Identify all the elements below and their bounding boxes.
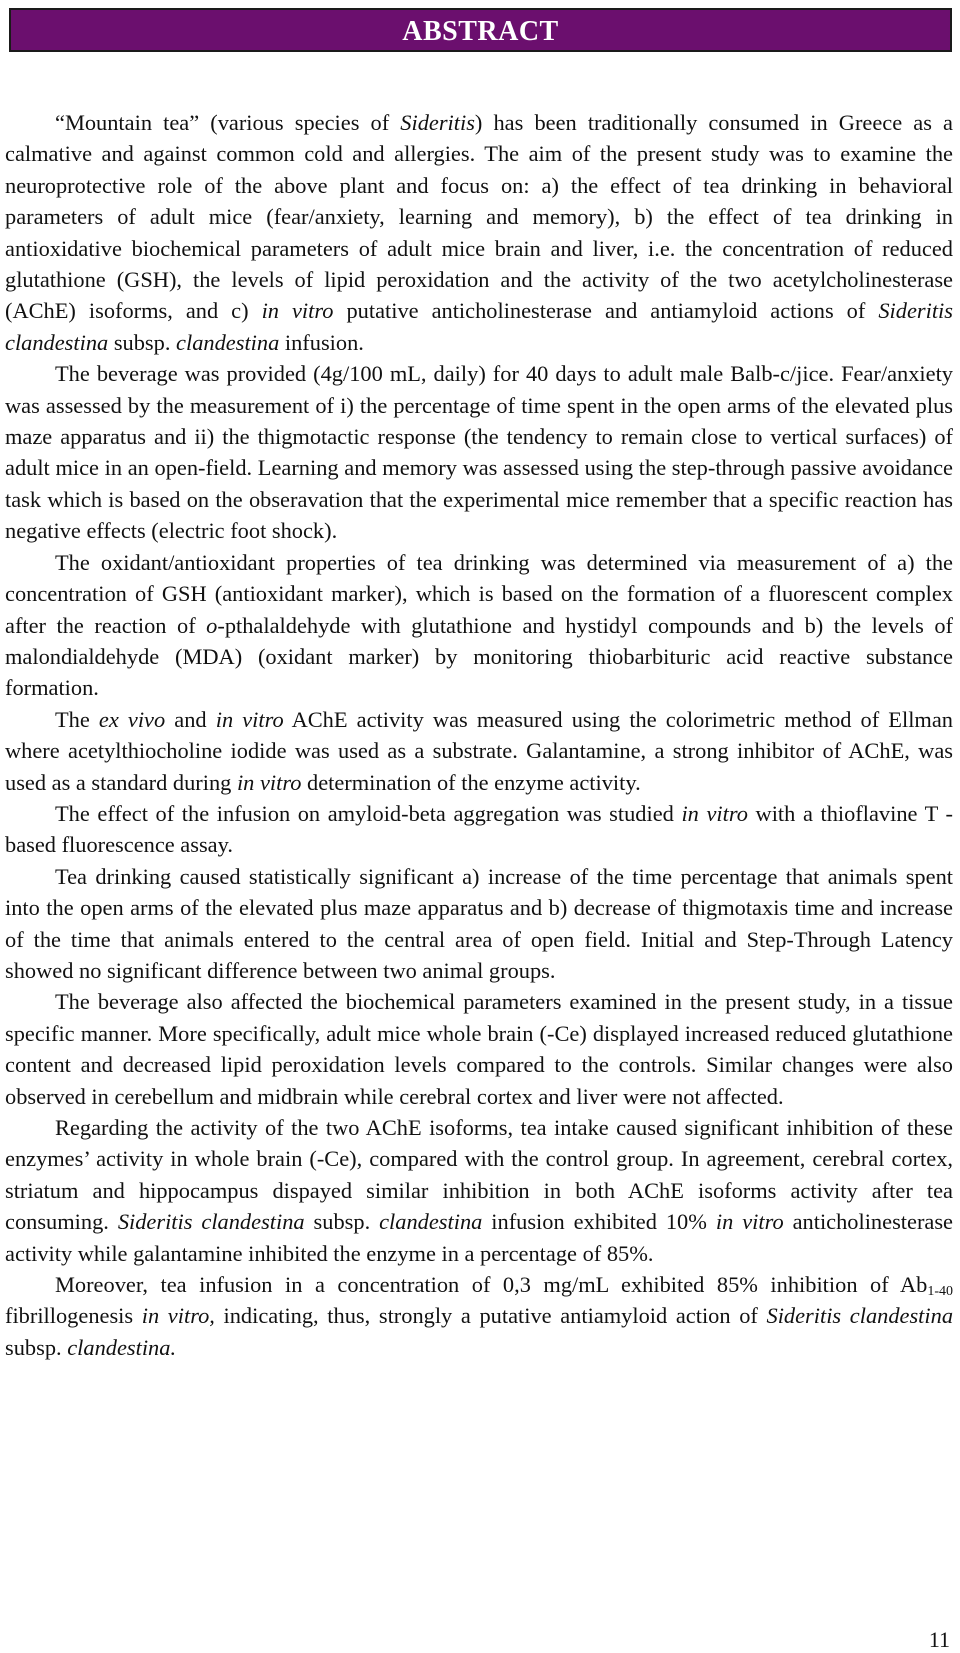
page-number: 11 xyxy=(928,1627,950,1652)
text-run: The oxidant/antioxidant properties of tea drinking was determined via measurement of a) the concentration of GSH (antioxidant marker), which is based on the formation of a fluorescent complex after the reaction of xyxy=(5,549,953,638)
italic-text: o xyxy=(206,612,218,638)
abstract-body xyxy=(5,107,953,1363)
italic-text: Sideritis clandestina xyxy=(5,298,953,355)
text-run: subsp. xyxy=(304,1209,380,1235)
italic-text: Sideritis clandestina xyxy=(117,1209,305,1235)
text-run: anticholinesterase activity while galantamine inhibited the enzyme in a percentage of 85%. xyxy=(5,1209,953,1266)
italic-text: clandestina xyxy=(176,329,280,355)
abstract-paragraph xyxy=(5,704,953,798)
text-run: The effect of the infusion on amyloid-beta aggregation was studied xyxy=(55,800,682,826)
text-run: The beverage also affected the biochemical parameters examined in the present study, in a tissue specific manner. More specifically, adult mice whole brain (-Ce) displayed increased reduced glutathione content and decreased lipid peroxidation levels compared to the controls. Similar changes were also observed in cerebellum and midbrain while cerebral cortex and liver were not affected. xyxy=(5,989,953,1109)
italic-text: in vitro xyxy=(681,800,748,826)
abstract-paragraph xyxy=(5,986,953,1112)
text-run: and xyxy=(165,706,216,732)
text-run: ) has been traditionally consumed in Greece as a calmative and against common cold and allergies. The aim of the present study was to examine the neuroprotective role of the above plant and focus on: a) the effect of tea drinking in behavioral parameters of adult mice (fear/anxiety, learning and memory), b) the effect of tea drinking in antioxidative biochemical parameters of adult mice brain and liver, i.e. the concentration of reduced glutathione (GSH), the levels of lipid peroxidation and the activity of the two acetylcholinesterase (AChE) isoforms, and c) xyxy=(5,110,953,324)
text-run: fibrillogenesis xyxy=(5,1303,142,1329)
text-run: Regarding the activity of the two AChE isoforms, tea intake caused significant inhibition of these enzymes’ activity in whole brain (-Ce), compared with the control group. In agreement, cerebral cortex, striatum and hippocampus dispayed similar inhibition in both AChE isoforms activity after tea consuming. xyxy=(5,1115,953,1235)
italic-text: in vitro xyxy=(236,769,302,795)
abstract-paragraph xyxy=(5,547,953,704)
text-run: The beverage was provided (4g/100 mL, daily) for 40 days to adult male Balb-c/jice. Fear/anxiety was assessed by the measurement of i) the percentage of time spent in the open arms of the elevated plus maze apparatus and ii) the thigmotactic response (the tendency to remain close to vertical surfaces) of adult mice in an open-field. Learning and memory was assessed using the step-through passive avoidance task which is based on the obseravation that the experimental mice remember that a specific reaction has negative effects (electric foot shock). xyxy=(5,361,953,544)
text-run: “Mountain tea” (various species of xyxy=(55,110,401,135)
abstract-paragraph xyxy=(5,1112,953,1269)
abstract-banner xyxy=(9,8,952,52)
text-run: determination of the enzyme activity. xyxy=(301,769,641,795)
abstract-paragraph xyxy=(5,107,953,358)
text-run: Moreover, tea infusion in a concentration of 0,3 mg/mL exhibited 85% inhibition of Ab xyxy=(55,1272,928,1298)
italic-text: Sideritis xyxy=(400,110,475,135)
italic-text: in vitro xyxy=(715,1209,784,1235)
text-run: indicating, thus, strongly a putative antiamyloid action of xyxy=(214,1303,767,1329)
italic-text: ex vivo xyxy=(98,706,166,732)
text-run: infusion. xyxy=(279,329,364,355)
text-run: infusion exhibited 10% xyxy=(482,1209,716,1235)
italic-text: in vitro xyxy=(215,706,284,732)
abstract-paragraph xyxy=(5,358,953,546)
italic-text: in vitro xyxy=(261,298,334,324)
text-run: with a thioflavine T - based fluorescence assay. xyxy=(5,800,953,858)
italic-text: Sideritis clandestina xyxy=(766,1303,954,1329)
text-run: subsp. xyxy=(5,1334,68,1360)
text-run: subsp. xyxy=(108,329,177,355)
subscript-text: 1-40 xyxy=(927,1284,953,1300)
abstract-paragraph xyxy=(5,861,953,987)
italic-text: clandestina. xyxy=(67,1334,177,1360)
abstract-paragraph xyxy=(5,798,953,861)
text-run: -pthalaldehyde with glutathione and hystidyl compounds and b) the levels of malondialdehyde (MDA) (oxidant marker) by monitoring thiobarbituric acid reactive substance formation. xyxy=(5,612,953,701)
italic-text: clandestina xyxy=(379,1209,483,1235)
text-run: The xyxy=(55,706,99,732)
italic-text: in vitro, xyxy=(141,1303,215,1329)
text-run: Tea drinking caused statistically significant a) increase of the time percentage that animals spent into the open arms of the elevated plus maze apparatus and b) decrease of thigmotaxis time and increase of the time that animals entered to the central area of open field. Initial and Step-Through Latency showed no significant difference between two animal groups. xyxy=(5,863,953,983)
abstract-title: ABSTRACT xyxy=(402,16,559,47)
text-run: putative anticholinesterase and antiamyloid actions of xyxy=(333,298,879,324)
text-run: AChE activity was measured using the colorimetric method of Ellman where acetylthiocholine iodide was used as a substrate. Galantamine, a strong inhibitor of AChE, was used as a standard during xyxy=(5,706,953,795)
abstract-paragraph xyxy=(5,1269,953,1363)
